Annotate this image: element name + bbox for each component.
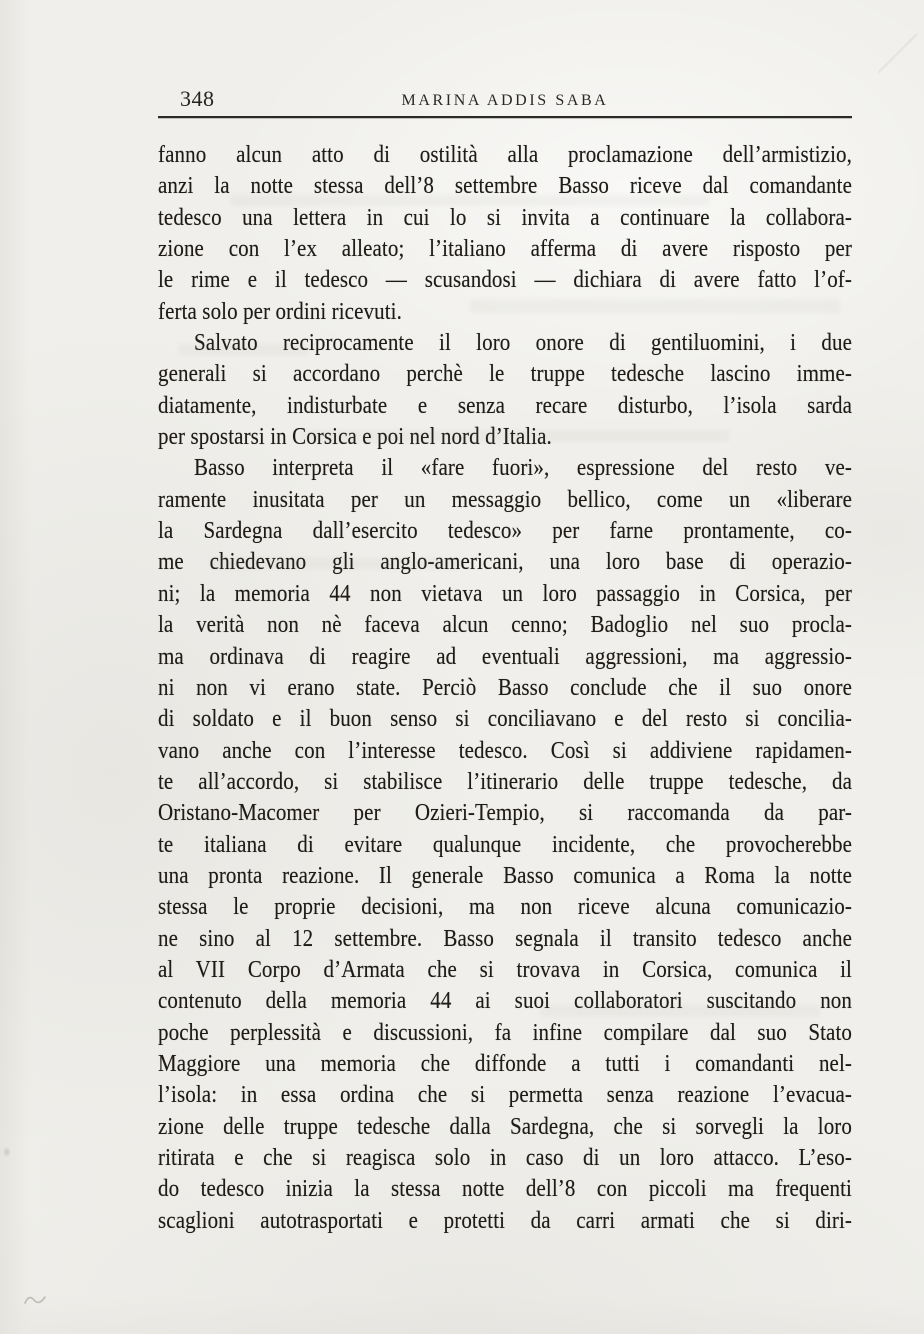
text-line: stessa le proprie decisioni, ma non riceve alcuna comunicazio- [158, 892, 852, 921]
text-line: l’isola: in essa ordina che si permetta senza reazione l’evacua- [158, 1080, 852, 1109]
text-line: scaglioni autotrasportati e protetti da carri armati che si diri- [158, 1205, 852, 1234]
text-line: zione con l’ex alleato; l’italiano afferma di avere risposto per [158, 233, 852, 262]
text-line: la Sardegna dall’esercito tedesco» per farne prontamente, co- [158, 515, 852, 545]
text-line: ma ordinava di reagire ad eventuali aggressioni, ma aggressio- [158, 641, 852, 670]
body-text [158, 139, 852, 1236]
page-number: 348 [180, 86, 215, 111]
text-line: ni; la memoria 44 non vietava un loro passaggio in Corsica, per [158, 578, 852, 607]
text-line: poche perplessità e discussioni, fa infine compilare dal suo Stato [158, 1017, 852, 1046]
text-line: tedesco una lettera in cui lo si invita a continuare la collabora- [158, 202, 852, 231]
text-line: ramente inusitata per un messaggio bellico, come un «liberare [158, 484, 852, 513]
scan-mark-squiggle [22, 1290, 50, 1313]
text-line: diatamente, indisturbate e senza recare disturbo, l’isola sarda [158, 390, 852, 419]
text-line: Maggiore una memoria che diffonde a tutti i comandanti nel- [158, 1048, 852, 1077]
text-line: la verità non nè faceva alcun cenno; Badoglio nel suo procla- [158, 610, 852, 639]
scan-mark-edge [2, 1144, 14, 1160]
text-line: per spostarsi in Corsica e poi nel nord d’Italia. [158, 421, 552, 451]
text-line: ferta solo per ordini ricevuti. [158, 296, 402, 325]
text-line: Basso interpreta il «fare fuori», espressione del resto ve- [194, 453, 852, 482]
text-line: me chiedevano gli anglo-americani, una loro base di operazio- [158, 547, 852, 576]
text-line: Salvato reciprocamente il loro onore di gentiluomini, i due [194, 327, 852, 356]
text-line: vano anche con l’interesse tedesco. Così si addiviene rapidamen- [158, 735, 852, 764]
text-line: di soldato e il buon senso si conciliavano e del resto si concilia- [158, 704, 852, 733]
text-line: do tedesco inizia la stessa notte dell’8 con piccoli ma frequenti [158, 1174, 852, 1203]
text-line: al VII Corpo d’Armata che si trovava in Corsica, comunica il [158, 954, 852, 983]
text-line: Oristano-Macomer per Ozieri-Tempio, si raccomanda da par- [158, 798, 852, 827]
text-line: ritirata e che si reagisca solo in caso di un loro attacco. L’eso- [158, 1142, 852, 1171]
text-line: ne sino al 12 settembre. Basso segnala il transito tedesco anche [158, 923, 852, 952]
text-line: te italiana di evitare qualunque incidente, che provocherebbe [158, 829, 852, 858]
text-line: ni non vi erano state. Perciò Basso conclude che il suo onore [158, 672, 852, 701]
text-line: una pronta reazione. Il generale Basso comunica a Roma la notte [158, 860, 852, 889]
text-line: zione delle truppe tedesche dalla Sardegna, che si sorvegli la loro [158, 1111, 852, 1140]
text-line: generali si accordano perchè le truppe tedesche lascino imme- [158, 359, 852, 388]
header-rule [158, 116, 852, 118]
text-line: anzi la notte stessa dell’8 settembre Basso riceve dal comandante [158, 171, 852, 200]
text-line: fanno alcun atto di ostilità alla proclamazione dell’armistizio, [158, 139, 852, 168]
scan-mark-corner [878, 34, 918, 74]
text-line: te all’accordo, si stabilisce l’itinerario delle truppe tedesche, da [158, 766, 852, 795]
running-title: MARINA ADDIS SABA [401, 92, 609, 109]
text-line: le rime e il tedesco — scusandosi — dichiara di avere fatto l’of- [158, 265, 852, 294]
running-head [158, 86, 852, 116]
text-line: contenuto della memoria 44 ai suoi collaboratori suscitando non [158, 986, 852, 1015]
